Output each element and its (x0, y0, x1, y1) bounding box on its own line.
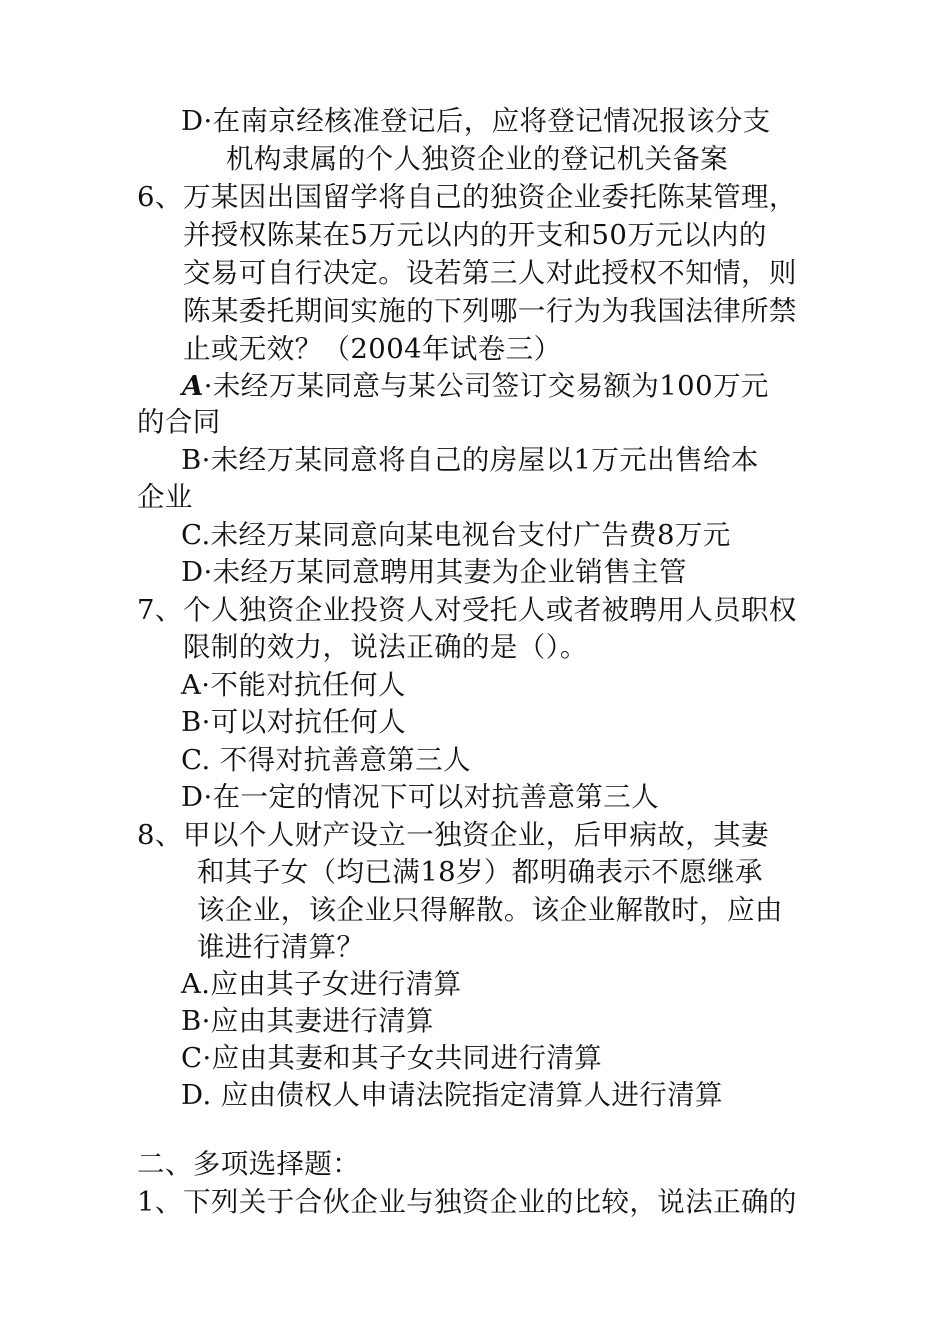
q6-option-a-text: ·未经万某同意与某公司签订交易额为100万元 (203, 370, 769, 402)
q6-option-b-line1: B·未经万某同意将自己的房屋以1万元出售给本 (181, 444, 759, 476)
q8-stem-line1: 甲以个人财产设立一独资企业，后甲病故，其妻 (183, 819, 769, 851)
q7-option-b: B·可以对抗任何人 (181, 706, 407, 738)
q6-stem-line3: 交易可自行决定。设若第三人对此授权不知情，则 (183, 257, 797, 289)
q6-option-a-line1 (182, 367, 769, 405)
q6-stem-line5: 止或无效？（2004年试卷三） (183, 333, 562, 365)
q6-option-b-line2: 企业 (137, 481, 193, 513)
q7-option-a: A·不能对抗任何人 (181, 669, 406, 701)
q7-stem-line1: 个人独资企业投资人对受托人或者被聘用人员职权 (183, 594, 797, 626)
q8-number: 8、 (137, 819, 183, 851)
q8-option-d: D. 应由债权人申请法院指定清算人进行清算 (181, 1079, 723, 1111)
q8-option-c: C·应由其妻和其子女共同进行清算 (181, 1042, 603, 1074)
q6-option-a-line2: 的合同 (137, 406, 221, 438)
s2-q1-stem-line1: 下列关于合伙企业与独资企业的比较，说法正确的 (183, 1186, 797, 1218)
q6-stem-line2: 并授权陈某在5万元以内的开支和50万元以内的 (183, 219, 767, 251)
q5-option-d-line2: 机构隶属的个人独资企业的登记机关备案 (226, 143, 729, 175)
q8-option-a: A.应由其子女进行清算 (181, 968, 462, 1000)
q7-number: 7、 (137, 594, 183, 626)
q6-option-a-letter: A (182, 370, 204, 402)
q6-stem-line4: 陈某委托期间实施的下列哪一行为为我国法律所禁 (183, 295, 797, 327)
q7-option-c: C. 不得对抗善意第三人 (181, 744, 471, 776)
q8-stem-line3: 该企业，该企业只得解散。该企业解散时，应由 (197, 894, 783, 926)
q6-number: 6、 (137, 181, 183, 213)
q6-option-c: C.未经万某同意向某电视台支付广告费8万元 (181, 519, 731, 551)
q6-option-d: D·未经万某同意聘用其妻为企业销售主管 (181, 556, 687, 588)
q8-stem-line2: 和其子女（均已满18岁）都明确表示不愿继承 (197, 856, 763, 888)
q8-stem-line4: 谁进行清算？ (197, 931, 365, 963)
q5-option-d-line1: D·在南京经核准登记后，应将登记情况报该分支 (181, 105, 771, 137)
q6-stem-line1: 万某因出国留学将自己的独资企业委托陈某管理， (183, 181, 797, 213)
s2-q1-number: 1、 (137, 1186, 183, 1218)
q7-option-d: D·在一定的情况下可以对抗善意第三人 (181, 781, 659, 813)
q8-option-b: B·应由其妻进行清算 (181, 1005, 434, 1037)
section-heading-multiple-choice: 二、多项选择题： (137, 1148, 361, 1180)
q7-stem-line2: 限制的效力，说法正确的是（）。 (183, 631, 588, 663)
